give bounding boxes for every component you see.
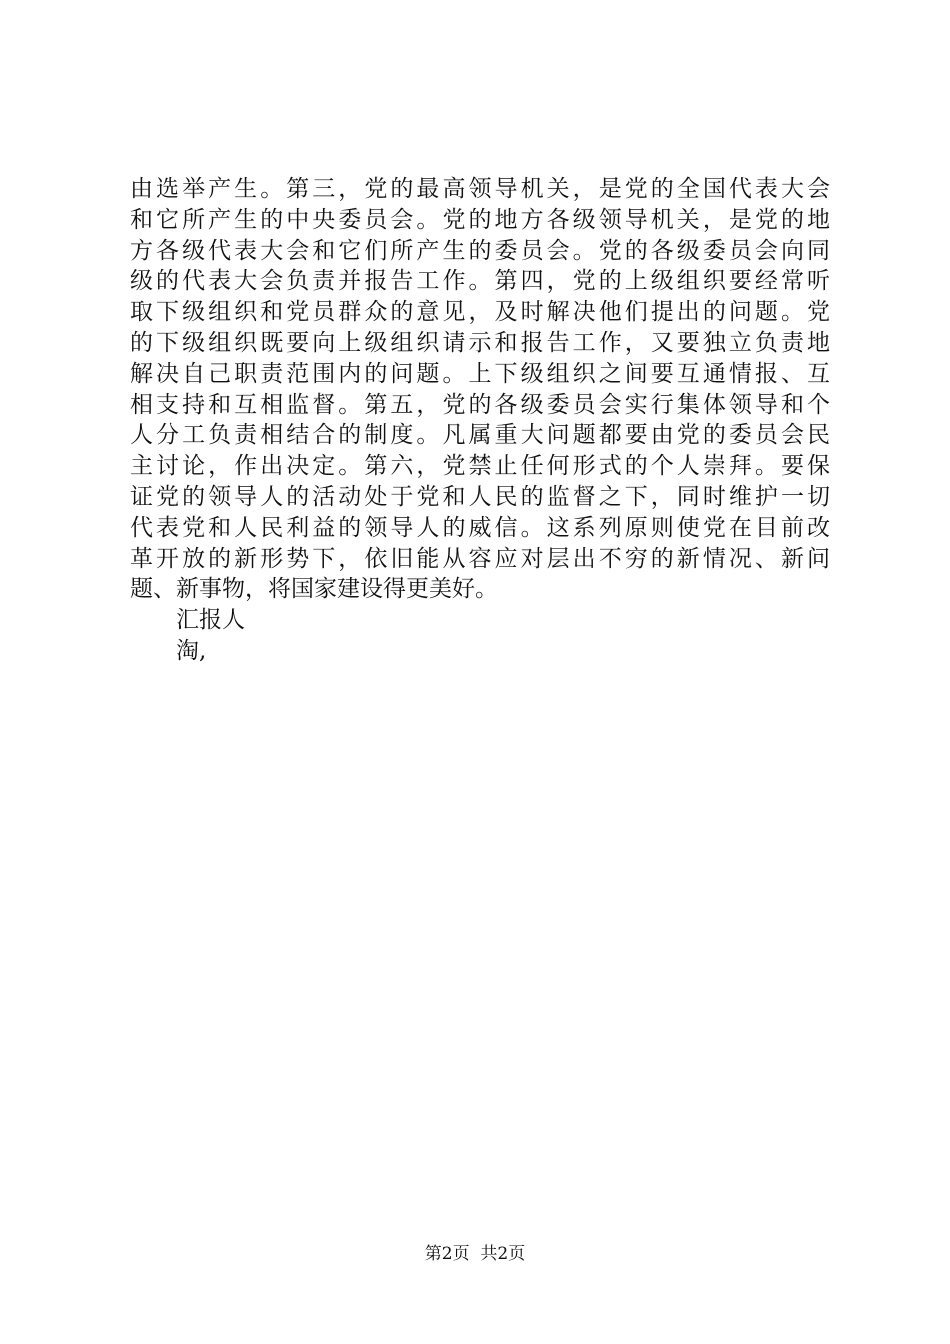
text-line: 级的代表大会负责并报告工作。第四，党的上级组织要经常听 xyxy=(130,268,830,295)
text-line: 由选举产生。第三，党的最高领导机关，是党的全国代表大会 xyxy=(130,176,830,202)
reporter-label: 汇报人 xyxy=(176,607,245,634)
page-footer xyxy=(0,1243,950,1265)
text-line: 代表党和人民利益的领导人的威信。这系列原则使党在目前改 xyxy=(130,514,830,541)
text-line: 方各级代表大会和它们所产生的委员会。党的各级委员会向同 xyxy=(130,237,830,264)
body-text xyxy=(130,174,830,667)
text-line-last: 题、新事物，将国家建设得更美好。 xyxy=(130,576,498,603)
text-line: 革开放的新形势下，依旧能从容应对层出不穷的新情况、新问 xyxy=(130,545,830,572)
text-line: 的下级组织既要向上级组织请示和报告工作，又要独立负责地 xyxy=(130,329,830,356)
text-line: 取下级组织和党员群众的意见，及时解决他们提出的问题。党 xyxy=(130,299,830,326)
text-line: 解决自己职责范围内的问题。上下级组织之间要互通情报、互 xyxy=(130,360,830,387)
text-line: 人分工负责相结合的制度。凡属重大问题都要由党的委员会民 xyxy=(130,422,830,449)
signoff-name: 淘, xyxy=(176,637,207,664)
text-line: 证党的领导人的活动处于党和人民的监督之下，同时维护一切 xyxy=(130,483,830,510)
text-line: 主讨论，作出决定。第六，党禁止任何形式的个人崇拜。要保 xyxy=(130,453,830,480)
text-line: 和它所产生的中央委员会。党的地方各级领导机关，是党的地 xyxy=(130,206,830,233)
page-number: 第2页 共2页 xyxy=(424,1244,526,1264)
text-line: 相支持和互相监督。第五，党的各级委员会实行集体领导和个 xyxy=(130,391,830,418)
